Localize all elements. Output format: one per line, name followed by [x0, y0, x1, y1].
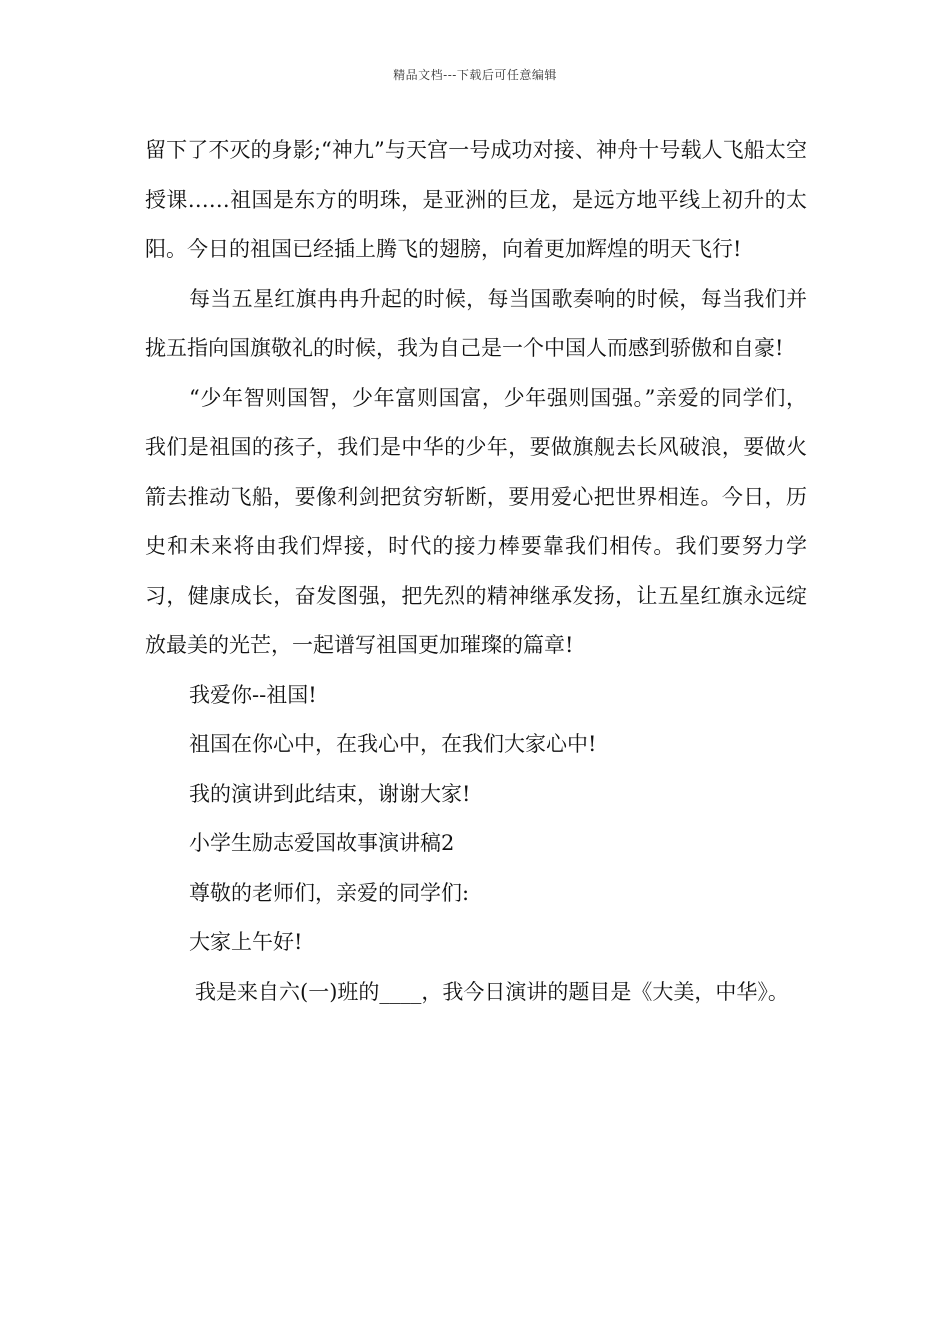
paragraph-closing: 我的演讲到此结束，谢谢大家!	[189, 781, 471, 806]
paragraph-youth-quote: “少年智则国智，少年富则国富，少年强则国强。”亲爱的同学们，我们是祖国的孩子，我们是中华的少年，要做旗舰去长风破浪，要做火箭去推动飞船，要像利剑把贫穷斩断，要用爱心把世界相连。今日，历史和未来将由我们焊接，时代的接力棒要靠我们相传。我们要努力学习，健康成长，奋发图强，把先烈的精神继承发扬，让五星红旗永远绽放最美的光芒，一起谱写祖国更加璀璨的篇章!	[145, 385, 807, 657]
paragraph-love-motherland: 我爱你--祖国!	[189, 682, 317, 707]
paragraph-introduction: 我是来自六(一)班的____，我今日演讲的题目是《大美，中华》。	[195, 979, 789, 1004]
paragraph-flag-raising: 每当五星红旗冉冉升起的时候，每当国歌奏响的时候，每当我们并拢五指向国旗敬礼的时候，我为自己是一个中国人而感到骄傲和自豪!	[145, 286, 807, 360]
document-body	[145, 126, 807, 1017]
paragraph-salutation: 尊敬的老师们，亲爱的同学们:	[189, 880, 470, 905]
paragraph-in-our-hearts: 祖国在你心中，在我心中，在我们大家心中!	[189, 732, 597, 756]
section-title: 小学生励志爱国故事演讲稿2	[189, 831, 455, 855]
paragraph-greeting: 大家上午好!	[189, 930, 303, 954]
page-header: 精品文档---下载后可任意编辑	[393, 68, 557, 82]
paragraph-continued: 留下了不灭的身影;“神九”与天宫一号成功对接、神舟十号载人飞船太空授课……祖国是东方的明珠，是亚洲的巨龙，是远方地平线上初升的太阳。今日的祖国已经插上腾飞的翅膀，向着更加辉煌的明天飞行!	[145, 138, 807, 261]
